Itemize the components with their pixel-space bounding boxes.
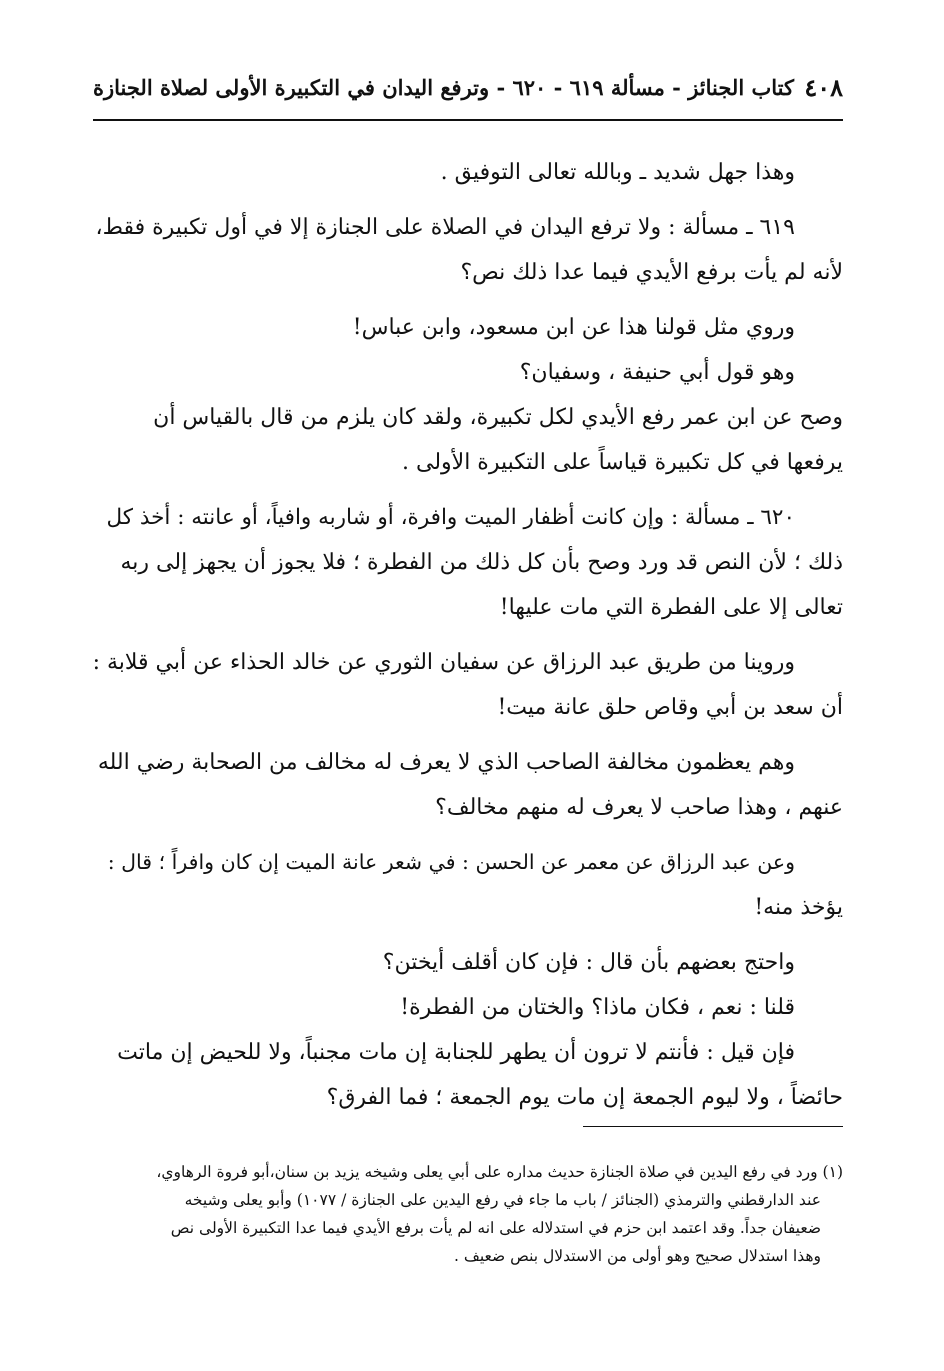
text-line: وروي مثل قولنا هذا عن ابن مسعود، وابن عباس! <box>352 315 795 340</box>
text-line: يرفعها في كل تكبيرة قياساً على التكبيرة الأولى . <box>402 450 843 475</box>
text-line: تعالى إلا على الفطرة التي مات عليها! <box>499 595 843 620</box>
text-line: وروينا من طريق عبد الرزاق عن سفيان الثوري عن خالد الحذاء عن أبي قلابة : <box>92 650 795 675</box>
page-header <box>93 72 843 112</box>
text-line: عنهم ، وهذا صاحب لا يعرف له منهم مخالف؟ <box>435 795 843 820</box>
text-line: أن سعد بن أبي وقاص حلق عانة ميت! <box>497 695 843 720</box>
text-line: واحتج بعضهم بأن قال : فإن كان أقلف أيختن؟ <box>382 950 795 975</box>
footnote-line: عند الدارقطني والترمذي (الجنائز / باب ما جاء في رفع اليدين على الجنازة / ١٠٧٧) وأبو يعلى وشيخه <box>184 1191 821 1209</box>
text-line: وهو قول أبي حنيفة ، وسفيان؟ <box>519 360 795 385</box>
footnote-line: (١) ورد في رفع اليدين في صلاة الجنازة حديث مداره على أبي يعلى وشيخه يزيد بن سنان،أبو فروة الرهاوي، <box>156 1163 843 1181</box>
text-line: وعن عبد الرزاق عن معمر عن الحسن : في شعر عانة الميت إن كان وافراً ؛ قال : <box>107 850 795 874</box>
main-text <box>93 150 843 1120</box>
text-line: لأنه لم يأت برفع الأيدي فيما عدا ذلك نص؟ <box>460 260 843 285</box>
footnote-line: وهذا استدلال صحيح وهو أولى من الاستدلال بنص ضعيف . <box>453 1247 821 1265</box>
text-line: وهذا جهل شديد ـ وبالله تعالى التوفيق . <box>440 160 795 185</box>
footnote-divider <box>583 1126 843 1127</box>
issue-619-heading-line: ٦١٩ ـ مسألة : ولا ترفع اليدان في الصلاة على الجنازة إلا في أول تكبيرة فقط، <box>95 215 795 240</box>
text-line: ذلك ؛ لأن النص قد ورد وصح بأن كل ذلك من الفطرة ؛ فلا يجوز أن يجهز إلى ربه <box>120 550 843 575</box>
text-line: فإن قيل : فأنتم لا ترون أن يطهر للجنابة إن مات مجنباً، ولا للحيض إن ماتت <box>117 1040 795 1065</box>
issue-620-heading-line: ٦٢٠ ـ مسألة : وإن كانت أظفار الميت وافرة، أو شاربه وافياً، أو عانته : أخذ كل <box>106 505 795 530</box>
text-line: حائضاً ، ولا ليوم الجمعة إن مات يوم الجمعة ؛ فما الفرق؟ <box>326 1085 843 1110</box>
header-divider <box>93 119 843 121</box>
footnote-line: ضعيفان جداً. وقد اعتمد ابن حزم في استدلاله على انه لم يأت برفع الأيدي فيما عدا التكبيرة الأولى نص <box>170 1219 821 1237</box>
text-line: يؤخذ منه! <box>754 895 843 920</box>
footnotes <box>93 1158 843 1270</box>
text-line: قلنا : نعم ، فكان ماذا؟ والختان من الفطرة! <box>400 995 795 1020</box>
text-line: وهم يعظمون مخالفة الصاحب الذي لا يعرف له مخالف من الصحابة رضي الله <box>97 750 795 775</box>
text-line: وصح عن ابن عمر رفع الأيدي لكل تكبيرة، ولقد كان يلزم من قال بالقياس أن <box>153 405 843 430</box>
page-number: ٤٠٨ <box>804 73 843 102</box>
running-title: كتاب الجنائز - مسألة ٦١٩ - ٦٢٠ - وترفع اليدان في التكبيرة الأولى لصلاة الجنازة <box>93 75 794 100</box>
